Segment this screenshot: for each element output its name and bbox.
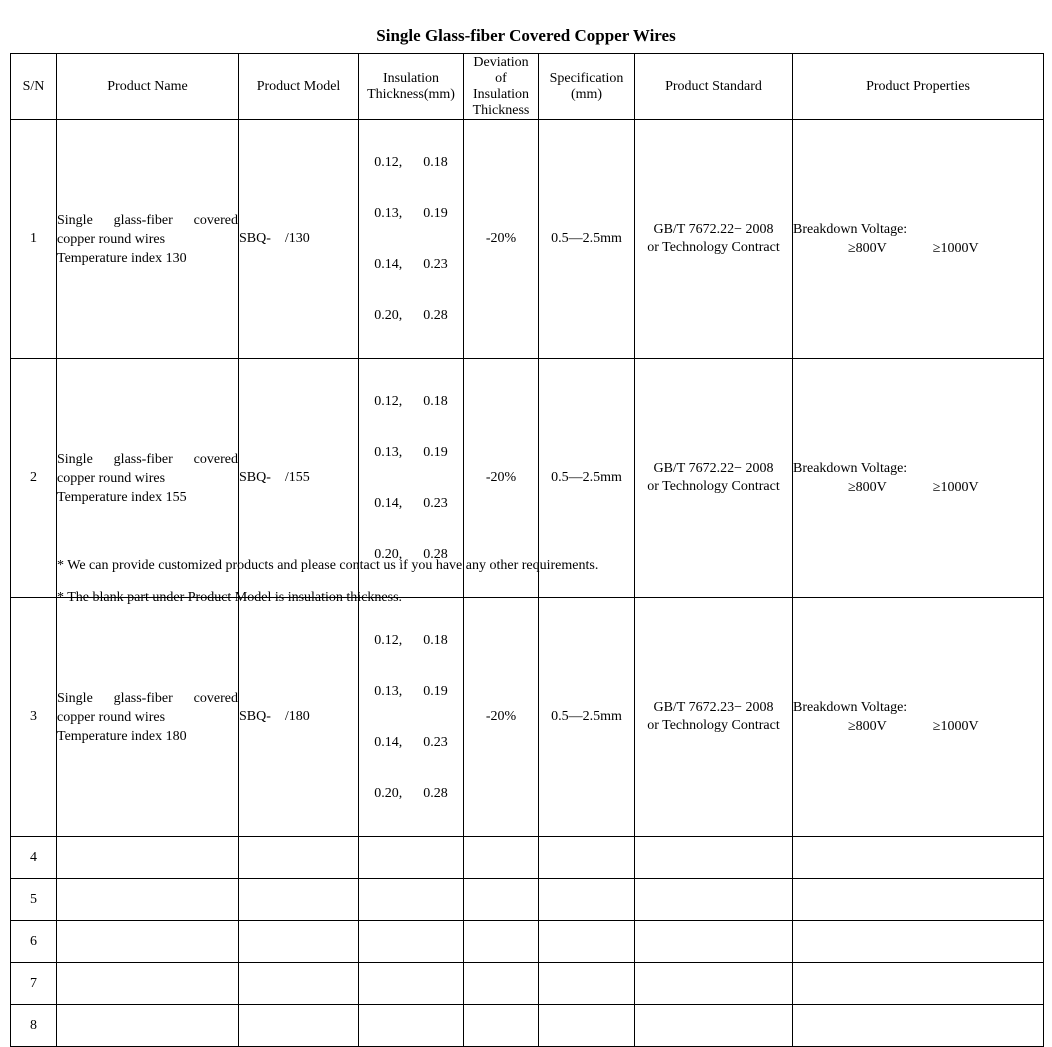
col-header-product-standard: Product Standard xyxy=(635,54,793,120)
col-header-product-properties: Product Properties xyxy=(793,54,1044,120)
cell-empty xyxy=(793,1005,1044,1047)
cell-empty xyxy=(239,963,359,1005)
cell-product-model: SBQ- /155 xyxy=(239,359,359,598)
thickness-line: 0.20, 0.28 xyxy=(374,786,448,801)
cell-empty xyxy=(539,879,635,921)
voltage-value-2: ≥1000V xyxy=(932,480,979,495)
table-row xyxy=(11,921,1044,963)
cell-empty xyxy=(57,1005,239,1047)
table-row xyxy=(11,120,1044,359)
voltage-value-1: ≥800V xyxy=(848,241,887,256)
cell-empty xyxy=(635,963,793,1005)
cell-sn: 1 xyxy=(11,120,57,359)
breakdown-voltage-values xyxy=(793,478,1043,497)
cell-empty xyxy=(539,1005,635,1047)
footnote-blank-part: * The blank part under Product Model is insulation thickness. xyxy=(57,590,403,605)
cell-empty xyxy=(359,837,464,879)
table-row xyxy=(11,963,1044,1005)
cell-empty xyxy=(464,879,539,921)
table-row xyxy=(11,837,1044,879)
cell-empty xyxy=(464,963,539,1005)
product-name-line: Temperature index 130 xyxy=(57,250,187,266)
cell-empty xyxy=(793,921,1044,963)
product-spec-table xyxy=(10,53,1044,1047)
thickness-line: 0.14, 0.23 xyxy=(374,257,448,272)
cell-empty xyxy=(539,921,635,963)
col-header-sn: S/N xyxy=(11,54,57,120)
cell-empty xyxy=(793,963,1044,1005)
thickness-line: 0.14, 0.23 xyxy=(374,735,448,750)
cell-product-model: SBQ- /130 xyxy=(239,120,359,359)
product-name-line: Temperature index 180 xyxy=(57,728,187,744)
product-name-line: Single glass-fiber covered xyxy=(57,690,238,706)
cell-empty xyxy=(239,879,359,921)
thickness-line: 0.20, 0.28 xyxy=(374,547,448,562)
cell-empty xyxy=(57,879,239,921)
cell-product-properties xyxy=(793,120,1044,359)
cell-product-model: SBQ- /180 xyxy=(239,598,359,837)
cell-empty xyxy=(359,963,464,1005)
voltage-value-2: ≥1000V xyxy=(932,719,979,734)
cell-deviation: -20% xyxy=(464,598,539,837)
cell-sn: 7 xyxy=(11,963,57,1005)
col-header-insulation-thickness: Insulation Thickness(mm) xyxy=(359,54,464,120)
table-header-row xyxy=(11,54,1044,120)
cell-insulation-thickness xyxy=(359,598,464,837)
voltage-value-1: ≥800V xyxy=(848,480,887,495)
thickness-line: 0.14, 0.23 xyxy=(374,496,448,511)
cell-empty xyxy=(464,1005,539,1047)
cell-product-standard xyxy=(635,120,793,359)
cell-product-name xyxy=(57,598,239,837)
cell-empty xyxy=(635,1005,793,1047)
table-row xyxy=(11,879,1044,921)
cell-sn: 4 xyxy=(11,837,57,879)
col-header-deviation: Deviation of Insulation Thickness xyxy=(464,54,539,120)
cell-sn: 3 xyxy=(11,598,57,837)
cell-empty xyxy=(635,921,793,963)
standard-line: GB/T 7672.23− 2008 xyxy=(653,700,774,715)
product-name-line: Temperature index 155 xyxy=(57,489,187,505)
cell-product-standard xyxy=(635,359,793,598)
cell-empty xyxy=(57,921,239,963)
product-name-line: Single glass-fiber covered xyxy=(57,451,238,467)
table-row xyxy=(11,1005,1044,1047)
cell-specification: 0.5—2.5mm xyxy=(539,359,635,598)
cell-empty xyxy=(239,837,359,879)
cell-product-properties xyxy=(793,598,1044,837)
breakdown-voltage-values xyxy=(793,239,1043,258)
cell-empty xyxy=(635,879,793,921)
table-row xyxy=(11,598,1044,837)
thickness-line: 0.12, 0.18 xyxy=(374,155,448,170)
breakdown-voltage-values xyxy=(793,717,1043,736)
cell-empty xyxy=(359,921,464,963)
cell-empty xyxy=(359,1005,464,1047)
product-name-line: copper round wires xyxy=(57,709,166,725)
cell-product-properties xyxy=(793,359,1044,598)
cell-specification: 0.5—2.5mm xyxy=(539,120,635,359)
standard-line: GB/T 7672.22− 2008 xyxy=(653,461,774,476)
cell-empty xyxy=(793,837,1044,879)
page-title: Single Glass-fiber Covered Copper Wires xyxy=(376,26,676,45)
cell-sn: 5 xyxy=(11,879,57,921)
cell-product-standard xyxy=(635,598,793,837)
standard-line: or Technology Contract xyxy=(647,479,780,494)
col-header-product-model: Product Model xyxy=(239,54,359,120)
standard-line: or Technology Contract xyxy=(647,240,780,255)
cell-deviation: -20% xyxy=(464,359,539,598)
voltage-value-1: ≥800V xyxy=(848,719,887,734)
thickness-line: 0.12, 0.18 xyxy=(374,633,448,648)
product-name-line: copper round wires xyxy=(57,470,166,486)
cell-empty xyxy=(464,921,539,963)
thickness-line: 0.13, 0.19 xyxy=(374,684,448,699)
breakdown-voltage-label: Breakdown Voltage: xyxy=(793,700,908,715)
cell-sn: 2 xyxy=(11,359,57,598)
cell-empty xyxy=(635,837,793,879)
breakdown-voltage-label: Breakdown Voltage: xyxy=(793,461,908,476)
breakdown-voltage-label: Breakdown Voltage: xyxy=(793,222,908,237)
voltage-value-2: ≥1000V xyxy=(932,241,979,256)
product-name-line: Single glass-fiber covered xyxy=(57,212,238,228)
standard-line: or Technology Contract xyxy=(647,718,780,733)
footnote-customized-products: * We can provide customized products and please contact us if you have any other requirements. xyxy=(57,558,599,573)
thickness-line: 0.13, 0.19 xyxy=(374,206,448,221)
cell-product-name xyxy=(57,120,239,359)
cell-empty xyxy=(359,879,464,921)
cell-sn: 8 xyxy=(11,1005,57,1047)
cell-empty xyxy=(239,921,359,963)
cell-empty xyxy=(539,837,635,879)
footnotes xyxy=(57,556,598,608)
cell-deviation: -20% xyxy=(464,120,539,359)
cell-sn: 6 xyxy=(11,921,57,963)
thickness-line: 0.12, 0.18 xyxy=(374,394,448,409)
cell-empty xyxy=(539,963,635,1005)
product-name-line: copper round wires xyxy=(57,231,166,247)
cell-empty xyxy=(239,1005,359,1047)
cell-insulation-thickness xyxy=(359,120,464,359)
cell-empty xyxy=(793,879,1044,921)
thickness-line: 0.20, 0.28 xyxy=(374,308,448,323)
col-header-product-name: Product Name xyxy=(57,54,239,120)
cell-empty xyxy=(464,837,539,879)
cell-empty xyxy=(57,837,239,879)
cell-specification: 0.5—2.5mm xyxy=(539,598,635,837)
standard-line: GB/T 7672.22− 2008 xyxy=(653,222,774,237)
cell-empty xyxy=(57,963,239,1005)
col-header-specification: Specification (mm) xyxy=(539,54,635,120)
thickness-line: 0.13, 0.19 xyxy=(374,445,448,460)
